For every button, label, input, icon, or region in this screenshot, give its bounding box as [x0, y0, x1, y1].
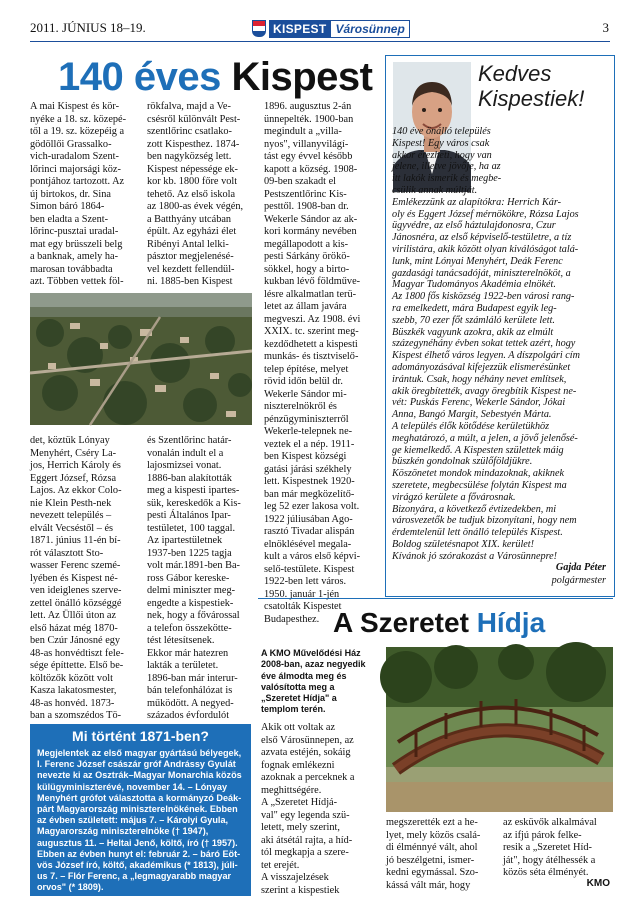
section-rule	[258, 598, 613, 599]
article-title	[58, 55, 372, 100]
issue-date: 2011. JÚNIUS 18–19.	[30, 20, 146, 35]
history-col3: 1896. augusztus 2-án ünnepelték. 1900-ban megindult a „villa- nyos", villanyvilágí- tást egy évvel később kapott a község. 1908- 09-ben szakadt el Pestszentlőrinc Kis- pesttől. 1908-ban dr. Wekerle Sándor az ak- kori kormány nevében megállapodott a kis- pesti Sárkány örökö- sökkel, hogy a birto- kukban lévő földműve- lésre alkalmatlan terü- letet az állam javára megveszi. Az 1908. évi XXIX. tc. szerint meg- kezdődhetett a kispesti munkás- és tisztviselő- telep építése, melyet rövid időn belül dr. Wekerle Sándor mi- niszterelnökről és pénzügyminiszterről Wekerle-telepnek ne- veztek el a nép. 1911- ben Kispest községi gatási járási székhely lett. Kispestnek 1920- ban már megközelítő- leg 52 ezer lakosa volt. 1922 júliusában Ago- rasztó Tivadar alispán elnöklésével megala- kult a város első képvi- selő-testülete. Kispest 1922-ben lett város. 1950. január 1-jén csatolták Kispestet Budapesthez.	[264, 101, 361, 625]
bridge-title	[333, 607, 545, 639]
coat-of-arms-icon	[252, 20, 266, 37]
bridge-credit: KMO	[586, 878, 610, 889]
bridge-col1: Akik ott voltak az első Városünnepen, az azvata estéjén, sokáig fognak emlékezni azoknak a perceknek a meghittségére. A „Szeretet Hídjá- val" egy legenda szü- letett, mely szerint, aki átsétál rajta, a híd- tól megkapja a szere- tet erejét. A visszajelzések szerint a kispestiek	[261, 722, 355, 896]
bridge-title-b: Hídja	[476, 607, 546, 638]
history-col2-bottom: és Szentlőrinc határ- vonalán indult el a lajosmizsei vonat. 1886-ban alakították meg a kispesti ipartes- sük, kereskedők a Kis- pesti Általános Ipar- testületet, 100 taggal. Az ipartestületnek 1937-ben 1225 tagja volt már.1891-ben Ba- ross Gábor kereske- delmi miniszter meg- engedte a kispestiek- nek, hogy a fővárossal a telefon összekötte- tést létesítsenek. Ekkor már hatezren lakták a területet. 1896-ban már interur- bán telefonhálózat is működött. A negyed- százados évfordulót	[147, 435, 241, 721]
greeting-title-line2: Kispestiek!	[478, 86, 585, 111]
header-rule	[30, 41, 610, 42]
history-1871-title: Mi történt 1871-ben?	[72, 728, 209, 744]
logo-varosunnep: Városünnep	[330, 20, 409, 38]
title-number: 140 éves	[58, 55, 221, 99]
bridge-title-a: A Szeretet	[333, 607, 469, 638]
bridge-col3: az esküvők alkalmával az ifjú párok felke- resik a „Szeretet Híd- ját", hogy átélhessék a közös séta élményét.	[503, 817, 597, 878]
history-col1-top: A mai Kispest és kör- nyéke a 18. sz. közepé- től a 19. sz. közepéig a gödöllői Grassalko- vich-uradalom Szent- lőrinci majorsági köz- pontjához tartozott. Az új birtokos, dr. Sina Simon báró 1864- ben eladta a Szent- lőrinc-pusztai uradal- mat egy brüsszeli belg a banknak, amely ha- marosan továbbadta azt. Többen vettek föl-	[30, 101, 127, 287]
history-col1-bottom: det, köztük Lónyay Menyhért, Cséry La- jos, Herrich Károly és Eggert József, Rózsa Lajos. Az ekkor Colo- nie Klein Pesth-nek nevezett település – elvált Vecséstől – és 1871. június 11-én bí- rót választott Sto- wasser Ferenc szemé- lyében és Kispest né- ven ideiglenes szerve- zettel önálló községgé lett. Az Üllői úton az első házat még 1870- ben Czúr Jánosné egy 48-as honvédtiszt fele- sége építtette. Első be- költözők között volt Kasza lakatosmester, 48-as honvéd. 1873- ban a szomszédos Tö-	[30, 435, 124, 721]
bridge-photo	[386, 647, 613, 812]
kispest-logo	[252, 19, 410, 38]
signature-title: polgármester	[551, 575, 606, 586]
greeting-title	[478, 61, 584, 111]
bridge-col2: megszerették ezt a he- lyet, mely közös csalá- di élménnyé vált, ahol jó beszélgetni, ismer- kedni egymással. Szo- kássá vált már, hogy	[386, 817, 481, 891]
page-number: 3	[602, 20, 609, 35]
history-col2-top: rökfalva, majd a Ve- csésről különvált Pest- szentlőrinc csatlako- zott Kispesthez. 1874- ben nagyközség lett. Kispest népessége ek- kor kb. 1800 főre volt tehető. Az első iskola az 1800-as évek végén, a Batthyány utcában épült. Az egyházi élet Ribényi Antal lelki- pásztor megjelenésé- vel kezdett fellendül- ni. 1885-ben Kispest	[147, 101, 244, 287]
bridge-lead: A KMO Művelődési Ház 2008-ban, azaz negyedik éve álmodta meg és valósította meg a „Szeretet Hídja" a templom terén.	[261, 648, 366, 715]
greeting-text: 140 éve önálló település Kispest! Egy város csak akkor érezheti, hogy van jelene, illetve jövője, ha az itt lakók ismerik és megbe- csülik annak múltját. Emlékezzünk az alapítókra: Herrich Kár- oly és Eggert József mérnökökre, Rózsa Lajos ügyvédre, az első háztulajdonosra, Czur Jánosnéra, az első képviselő-testületre, a tíz virilistára, akik között olyan kiválóságot talá- lunk, mint Lónyai Menyhért, Deák Ferenc gazdasági tanácsadóját, miniszterelnököt, a Magyar Tudományos Akadémia elnökét. Az 1800 fős kisközség 1922-ben városi rang- ra emelkedett, mára Budapest egyik leg- szebb, 70 ezer főt számláló kerülete lett. Büszkék vagyunk azokra, akik az elmúlt százegynéhány évben sokat tettek azért, hogy Kispest élhető város legyen. A díszpolgári cím adományozásával kifejezzük elismerésünket irántuk. Csak, hogy néhány nevet említsek, akik öregbítették, avagy öregbítik Kispest ne- vét: Puskás Ferenc, Wekerle Sándor, Jókai Anna, Bangó Margit, Sebestyén Márta. A település élők kötődése kerületükhöz meghatározó, a múlt, a jelen, a jövő jelenősé- ge kiemelkedő. A Kispesten születtek máig büszkén gondolnak szülőföldjükre. Köszönetet mondok mindazoknak, akiknek szeretete, megbecsülése folytán Kispest ma virágzó kerülete a fővárosnak. Bizonyára, a következő évtizedekben, mi városvezetők be tudjuk bizonyítani, hogy nem érdemtelenül lett önálló település Kispest. Boldog születésnapot XIX. kerület! Kívánok jó szórakozást a Városünnepre!	[392, 126, 580, 562]
history-1871-text: Megjelentek az első magyar gyártású bélyegek, I. Ferenc József császár gróf Andrássy Gyulát nevezte ki az Osztrák–Magyar Monarchia közös külügyminiszterévé, november 14. – Lónyay Menyhért grófot választotta a kormányzó Deák- párt Magyarország miniszterelnökének. Ebben az évben született: május 7. – Károlyi Gyula, Magyarország miniszterelnöke († 1947), augusztus 11. – Heltai Jenő, költő, író († 1957). Ebben az évben hunyt el: február 2. – báró Eöt- vös József író, költő, akadémikus (* 1813), júli- us 7. – Flór Ferenc, a „legmagyarabb magyar orvos" (* 1809).	[37, 748, 242, 893]
title-word: Kispest	[231, 55, 373, 99]
greeting-title-line1: Kedves	[478, 61, 552, 86]
signature-name: Gajda Péter	[555, 562, 606, 573]
aerial-photo	[30, 293, 252, 425]
logo-kispest: KISPEST	[269, 20, 330, 38]
